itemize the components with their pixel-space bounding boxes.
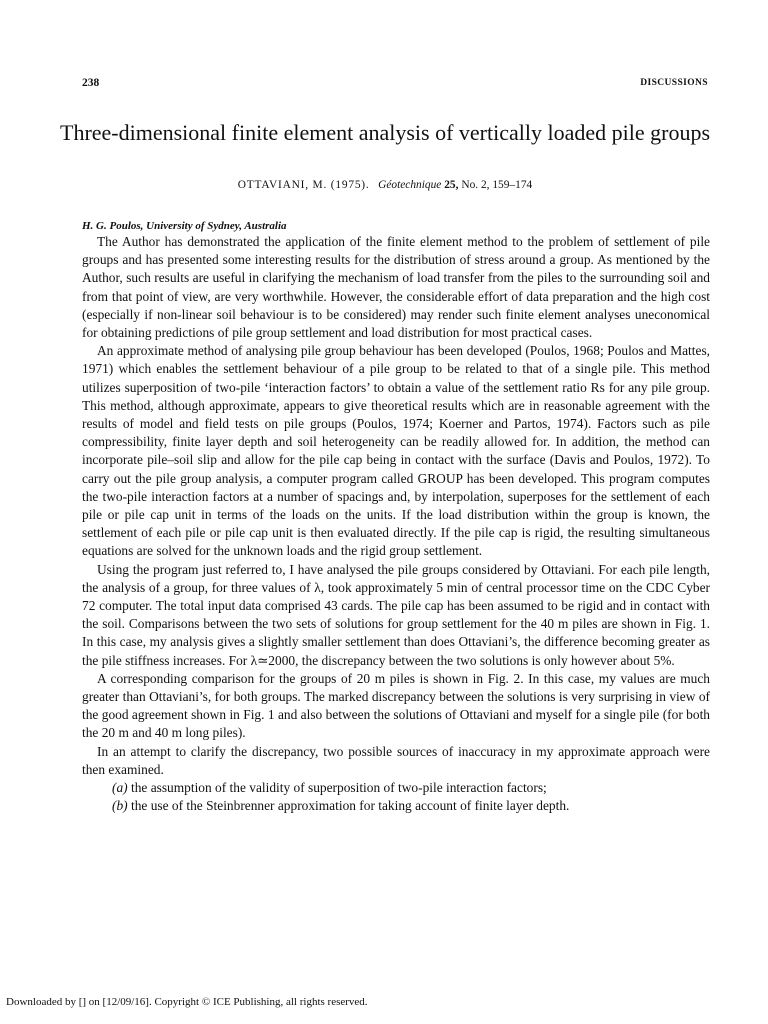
citation-author: OTTAVIANI, M. (1975). xyxy=(237,179,370,191)
paragraph: Using the program just referred to, I have analysed the pile groups considered by Ottaviani. For each pile length, the analysis of a group, for three values of λ, took approximately 5 min of central processor time on the CDC Cyber 72 computer. The total input data comprised 43 cards. The pile cap has been assumed to be rigid and in contact with the soil. Comparisons between the two sets of solutions for group settlement for the 40 m piles are shown in Fig. 1. In this case, my analysis gives a slightly smaller settlement than does Ottaviani’s, the difference becoming greater as the pile stiffness increases. For λ≃2000, the discrepancy between the two solutions is only however about 5%. xyxy=(82,561,710,668)
list-item-tag: (b) xyxy=(112,798,128,814)
paragraph: A corresponding comparison for the groups of 20 m piles is shown in Fig. 2. In this case, my values are much greater than Ottaviani’s, for both groups. The marked discrepancy between the solutions is very surprising in view of the good agreement shown in Fig. 1 and also between the solutions of Ottaviani and myself for a single pile (for both the 20 m and 40 m long piles). xyxy=(82,670,710,741)
paragraph: An approximate method of analysing pile group behaviour has been developed (Poulos, 1968; Poulos and Mattes, 1971) which enables the settlement behaviour of a pile group to be related to that of a single pile. This method utilizes superposition of two-pile ‘interaction factors’ to obtain a value of the settlement ratio Rs for any pile group. This method, although approximate, appears to give theoretical results which are in reasonable agreement with the results of model and field tests on pile groups (Poulos, 1974; Koerner and Partos, 1974). Factors such as pile compressibility, finite layer depth and soil heterogeneity can be readily allowed for. In addition, the method can incorporate pile–soil slip and allow for the pile cap being in contact with the surface (Davis and Poulos, 1972). To carry out the pile group analysis, a computer program called GROUP has been developed. This program computes the two-pile interaction factors at a number of spacings and, by interpolation, superposes for the settlement of each pile or pile cap unit in terms of the loads on the units. If the load distribution within the group is known, the settlement of each pile or pile cap unit is then evaluated directly. If the pile cap is rigid, the resulting simultaneous equations are solved for the unknown loads and the rigid group settlement. xyxy=(82,343,710,559)
list-item-text: the use of the Steinbrenner approximation for taking account of finite layer depth. xyxy=(130,798,570,814)
citation-volume: 25, xyxy=(444,179,459,191)
discussant-affiliation: H. G. Poulos, University of Sydney, Australia xyxy=(82,220,287,232)
discussion-body xyxy=(82,233,710,816)
list-item-tag: (a) xyxy=(112,780,128,796)
section-header: DISCUSSIONS xyxy=(640,78,708,88)
paragraph: In an attempt to clarify the discrepancy, two possible sources of inaccuracy in my approximate approach were then examined. xyxy=(82,743,710,777)
list-item xyxy=(112,779,710,797)
article-title: Three-dimensional finite element analysis of vertically loaded pile groups xyxy=(60,120,711,145)
list-item-text: the assumption of the validity of superposition of two-pile interaction factors; xyxy=(130,780,547,796)
citation-journal: Géotechnique xyxy=(378,179,442,191)
download-footer: Downloaded by [] on [12/09/16]. Copyright © ICE Publishing, all rights reserved. xyxy=(6,996,368,1008)
article-citation xyxy=(60,179,710,191)
paragraph: The Author has demonstrated the application of the finite element method to the problem of settlement of pile groups and has presented some interesting results for the distribution of stress around a group. As mentioned by the Author, such results are useful in clarifying the mechanism of load transfer from the piles to the surrounding soil and from that point of view, are very worthwhile. However, the considerable effort of data preparation and the high cost (especially if non-linear soil behaviour is to be considered) may render such finite element analyses uneconomical for obtaining predictions of pile group settlement and load distribution for most practical cases. xyxy=(82,234,710,341)
citation-pages: No. 2, 159–174 xyxy=(461,179,533,191)
page-number: 238 xyxy=(82,77,100,89)
list-item xyxy=(112,797,710,815)
examined-sources-list xyxy=(82,779,710,815)
